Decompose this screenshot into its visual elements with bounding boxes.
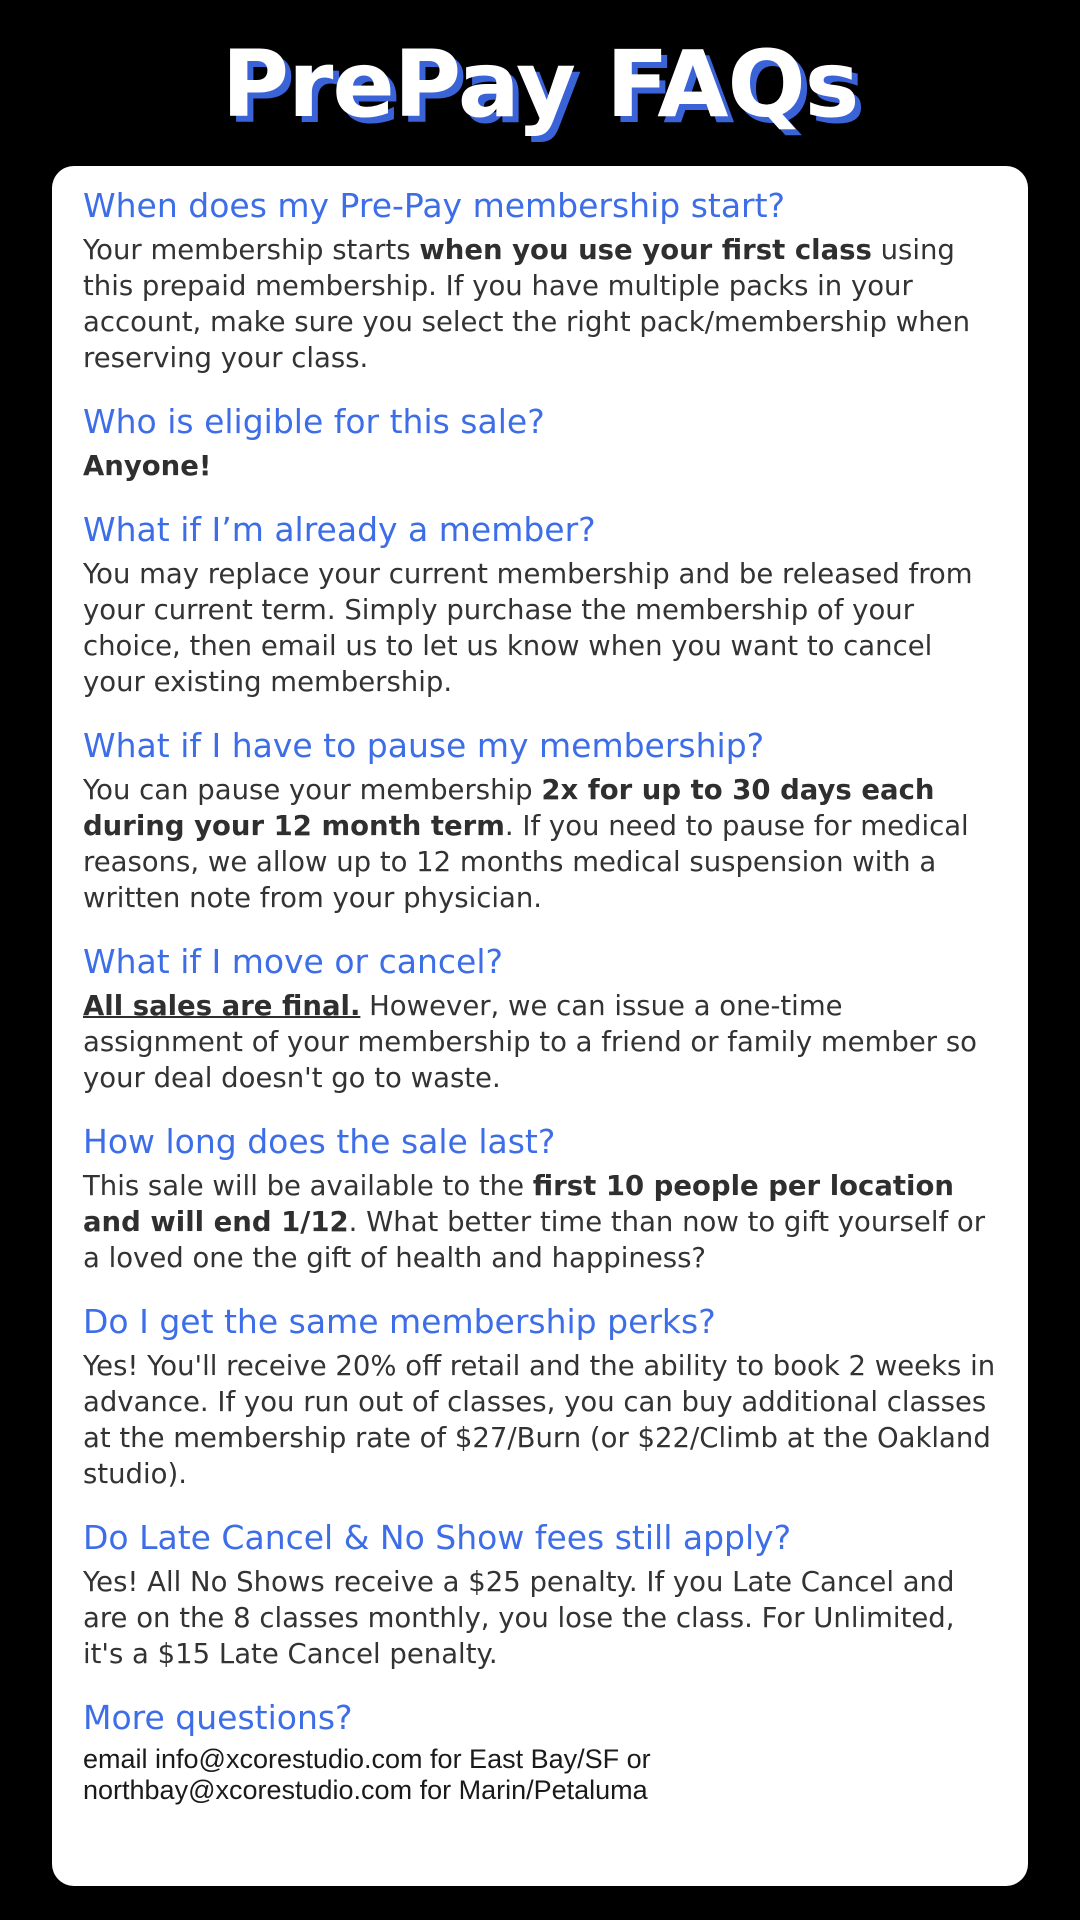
faq-answer bbox=[83, 1168, 998, 1276]
faq-item-start bbox=[83, 184, 998, 376]
answer-text: . What better time than now to gift yourself or a loved one the gift of health and happiness? bbox=[83, 1206, 986, 1274]
faq-item-sale-length bbox=[83, 1120, 998, 1276]
answer-text: using this prepaid membership. If you have multiple packs in your account, make sure you select the right pack/membership when reserving your class. bbox=[83, 234, 971, 374]
answer-emphasis: when you use your first class bbox=[419, 234, 872, 266]
faq-item-more-questions bbox=[83, 1696, 998, 1806]
answer-emphasis: 2x for up to 30 days each during your 12 month term bbox=[83, 774, 935, 842]
faq-answer bbox=[83, 1348, 998, 1492]
answer-text: . If you need to pause for medical reasons, we allow up to 12 months medical suspension with a written note from your physician. bbox=[83, 810, 969, 914]
answer-emphasis: first 10 people per location and will end 1/12 bbox=[83, 1170, 954, 1238]
answer-text: You may replace your current membership and be released from your current term. Simply purchase the membership of your choice, then email us to let us know when you want to cancel your existing membership. bbox=[83, 558, 973, 698]
faq-item-perks bbox=[83, 1300, 998, 1492]
faq-item-member bbox=[83, 508, 998, 700]
faq-item-fees bbox=[83, 1516, 998, 1672]
faq-question: Do Late Cancel & No Show fees still apply? bbox=[83, 1518, 792, 1557]
faq-question: Do I get the same membership perks? bbox=[83, 1302, 716, 1341]
faq-question: When does my Pre-Pay membership start? bbox=[83, 186, 786, 225]
answer-emphasis: Anyone! bbox=[83, 450, 212, 482]
faq-answer bbox=[83, 1564, 998, 1672]
answer-emphasis: All sales are final. bbox=[83, 990, 361, 1022]
faq-item-eligible bbox=[83, 400, 998, 484]
faq-answer bbox=[83, 448, 998, 484]
faq-item-cancel bbox=[83, 940, 998, 1096]
faq-question: Who is eligible for this sale? bbox=[83, 402, 545, 441]
contact-line-northbay: northbay@xcorestudio.com for Marin/Petaluma bbox=[83, 1775, 648, 1805]
answer-text: This sale will be available to the bbox=[83, 1170, 533, 1202]
faq-question: What if I have to pause my membership? bbox=[83, 726, 765, 765]
faq-question: What if I’m already a member? bbox=[83, 510, 596, 549]
answer-text: However, we can issue a one-time assignment of your membership to a friend or family member so your deal doesn't go to waste. bbox=[83, 990, 977, 1094]
answer-text: Yes! All No Shows receive a $25 penalty. If you Late Cancel and are on the 8 classes monthly, you lose the class. For Unlimited, it's a $15 Late Cancel penalty. bbox=[83, 1566, 955, 1670]
faq-card bbox=[52, 166, 1028, 1886]
faq-item-pause bbox=[83, 724, 998, 916]
answer-text: You can pause your membership bbox=[83, 774, 542, 806]
faq-answer bbox=[83, 988, 998, 1096]
faq-answer bbox=[83, 772, 998, 916]
answer-text: Yes! You'll receive 20% off retail and the ability to book 2 weeks in advance. If you run out of classes, you can buy additional classes at the membership rate of $27/Burn (or $22/Climb at the Oakland studio). bbox=[83, 1350, 996, 1490]
faq-question: What if I move or cancel? bbox=[83, 942, 504, 981]
faq-answer bbox=[83, 556, 998, 700]
faq-question: More questions? bbox=[83, 1698, 353, 1737]
faq-answer bbox=[83, 232, 998, 376]
contact-line-eastbay: email info@xcorestudio.com for East Bay/SF or bbox=[83, 1744, 651, 1774]
page-title: PrePay FAQs bbox=[221, 31, 859, 138]
answer-text: Your membership starts bbox=[83, 234, 420, 266]
faq-question: How long does the sale last? bbox=[83, 1122, 556, 1161]
